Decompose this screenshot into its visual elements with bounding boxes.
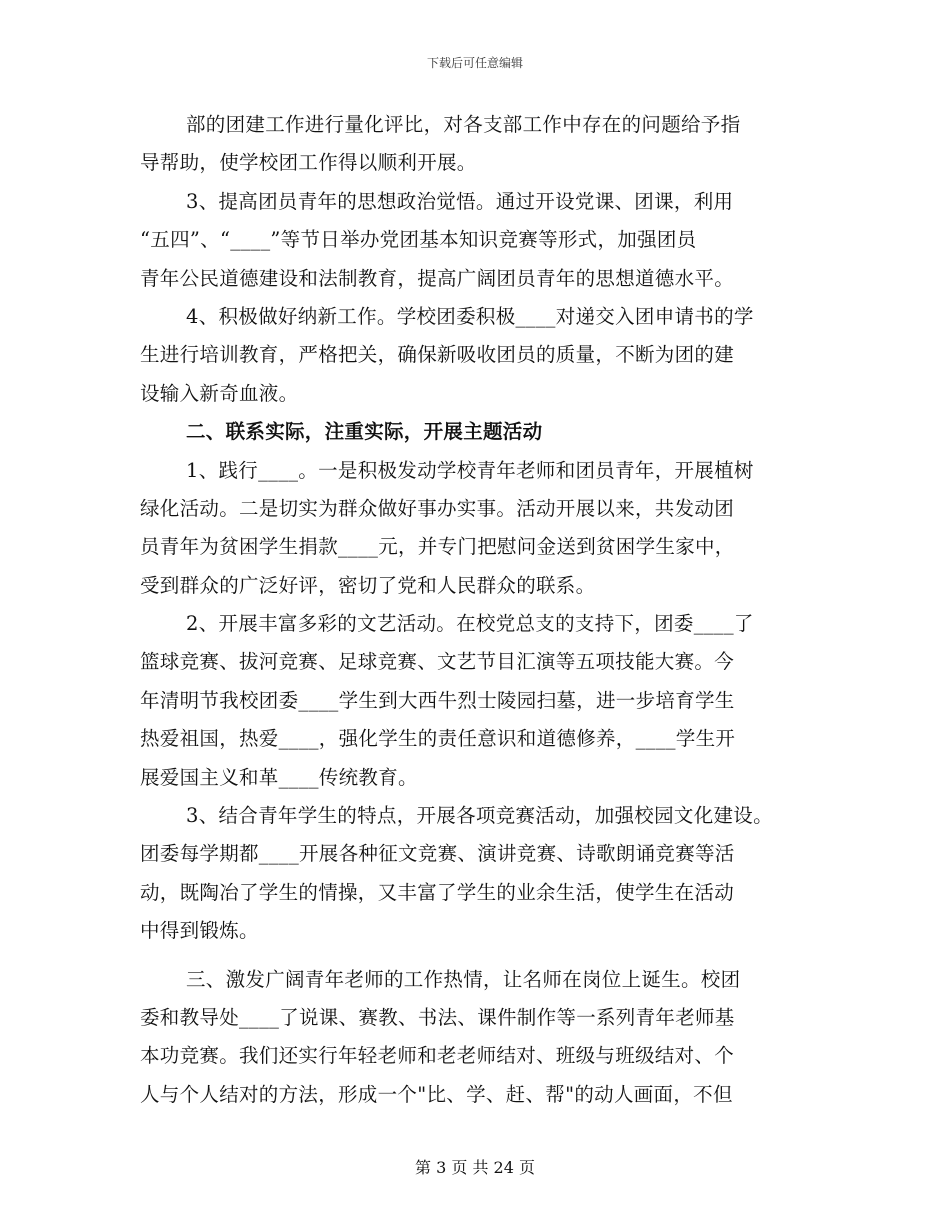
- body-line: 团委每学期都____开展各种征文竞赛、演讲竞赛、诗歌朗诵竞赛等活: [140, 842, 735, 866]
- body-line: 受到群众的广泛好评，密切了党和人民群众的联系。: [140, 573, 596, 597]
- body-line: 设输入新奇血液。: [140, 381, 299, 405]
- body-line: 热爱祖国，热爱____，强化学生的责任意识和道德修养，____学生开: [140, 727, 736, 751]
- body-line: “五四”、“____”等节日举办党团基本知识竞赛等形式，加强团员: [140, 228, 697, 252]
- body-line: 委和教导处____了说课、赛教、书法、课件制作等一系列青年老师基: [140, 1005, 735, 1029]
- body-line: 青年公民道德建设和法制教育，提高广阔团员青年的思想道德水平。: [140, 266, 735, 290]
- body-line: 员青年为贫困学生捐款____元，并专门把慰问金送到贫困学生家中，: [140, 535, 735, 559]
- body-line: 三、激发广阔青年老师的工作热情，让名师在岗位上诞生。校团: [186, 967, 741, 991]
- body-line: 本功竞赛。我们还实行年轻老师和老老师结对、班级与班级结对、个: [140, 1044, 735, 1068]
- body-line: 人与个人结对的方法，形成一个"比、学、赶、帮"的动人画面，不但: [140, 1082, 733, 1106]
- page-number: 第 3 页 共 24 页: [415, 1158, 535, 1177]
- body-line: 部的团建工作进行量化评比，对各支部工作中存在的问题给予指: [186, 113, 741, 136]
- body-line: 绿化活动。二是切实为群众做好事办实事。活动开展以来，共发动团: [140, 496, 735, 520]
- document-body: [140, 106, 820, 1114]
- body-line: 生进行培训教育，严格把关，确保新吸收团员的质量，不断为团的建: [140, 343, 735, 367]
- body-line: 篮球竞赛、拔河竞赛、足球竞赛、文艺节目汇演等五项技能大赛。今: [140, 650, 735, 674]
- body-line: 动，既陶冶了学生的情操，又丰富了学生的业余生活，使学生在活动: [140, 880, 735, 904]
- body-line: 4、积极做好纳新工作。学校团委积极____对递交入团申请书的学: [186, 304, 754, 328]
- body-line: 2、开展丰富多彩的文艺活动。在校党总支的支持下，团委____了: [186, 612, 754, 636]
- body-line: 3、提高团员青年的思想政治觉悟。通过开设党课、团课，利用: [186, 189, 734, 213]
- body-line: 1、践行____。一是积极发动学校青年老师和团员青年，开展植树: [186, 458, 754, 482]
- body-line: 中得到锻炼。: [140, 919, 259, 943]
- body-line: 展爱国主义和革____传统教育。: [140, 765, 418, 789]
- body-line: 导帮助，使学校团工作得以顺利开展。: [140, 151, 477, 175]
- page-header: 下载后可任意编辑: [426, 56, 523, 70]
- section-heading: 二、联系实际，注重实际，开展主题活动: [186, 420, 543, 444]
- body-line: 3、结合青年学生的特点，开展各项竞赛活动，加强校园文化建设。: [186, 804, 773, 828]
- body-line: 年清明节我校团委____学生到大西牛烈士陵园扫墓，进一步培育学生: [140, 688, 735, 712]
- paragraph-gap: [140, 951, 820, 961]
